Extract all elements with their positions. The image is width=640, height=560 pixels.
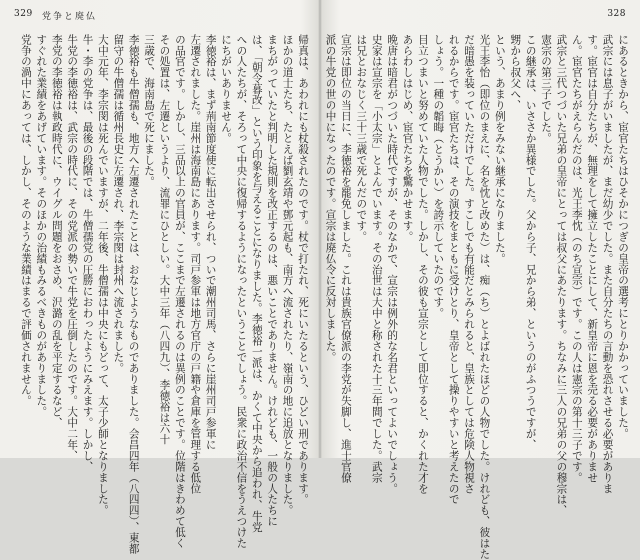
text-line: 大中元年、李宗閔は死んでいますが、二年後、牛僧孺は中央にもどって、太子少師となりました。 [96, 34, 109, 516]
text-line: ほかの道士たち、たとえば劉玄靖や鄧元起も、南方へ流されたり、嶺南の地に追放となりました。 [281, 34, 294, 516]
text-line: の品官です。しかし、三品以上の官員が、ここまで左遷されるのは異例のことです。位階はきわめて低く [173, 34, 186, 549]
text-line: にあるときから、宦官たちはひそかにつぎの皇帝の選考にとりかかっていました。 [617, 34, 629, 440]
text-line: 武宗と三代つづいた兄弟の皇帝にとっては叔父にあたります。ちなみに三人の兄弟の父の穆宗は、 [555, 34, 568, 516]
text-line: す。宦官は自分たちが、無理をして擁立したことにして、新皇帝に恩を売る必要がありませ [586, 34, 599, 483]
text-line: 三歳で、海南島で死にました。 [143, 34, 156, 188]
left-page-number: 329 [14, 9, 33, 19]
text-line: 派の牛党の世の中になったのです。宣宗は廃仏令に反対しました。 [324, 34, 337, 363]
text-line: 晩唐は暗君がつづいた時代ですが、そのなかで、宣宗は例外的な名君といってよいでしょう。 [386, 34, 399, 494]
text-line: れるからです。宦官たちは、その演技をまともに受けとり、皇帝として操りやすいと考えたので [447, 34, 460, 505]
text-line: への人たちが、そろって中央に復帰するようになったということでしょう。民衆に政治不信をうえつけた [235, 34, 248, 549]
text-line: 宣宗は即位の当日に、李徳裕を罷免しました。これは貴族官僚派の李党が失脚し、進士官僚 [339, 34, 352, 483]
text-line: 憲宗の第三子でした。 [540, 34, 553, 144]
text-line: にちがいありません。 [220, 34, 233, 144]
right-page-number: 328 [607, 9, 626, 19]
text-line: 牛党の李徳裕は、武宗の時代に、その党派の勢いで牛党を圧倒したのです。大中二年、 [66, 34, 79, 462]
text-line: 帰真は、あわれにも杖殺されたのです。杖で打たれ、死にいたるという、ひどい刑であります。 [297, 34, 309, 505]
left-page-text [10, 34, 310, 555]
text-line: 牛・李の党争は、最後の段階では、牛僧孺党の圧勝におわったようにみえます。しかし、 [81, 34, 94, 472]
text-line: 李徳裕は、まず荊南節度使に転出させられ、ついで潮州司馬、さらに崖州司戸参軍に [204, 34, 217, 451]
text-line: 留守の牛僧孺は循州長史に左遷され、李宗閔は封州へ流されました。 [112, 34, 125, 374]
right-page-text [324, 34, 630, 560]
text-line: だ暗愚を装っていただけでした。すこしでも有能だとみられると、皇族としては危険人物視さ [463, 34, 476, 494]
text-line: 李党の李徳裕は執政時代に、ウイグル問題をおさめ、沢潞の乱を平定するなど、 [50, 34, 63, 429]
text-line: という、あまり例をみない継承になりました。 [493, 34, 506, 264]
text-line: その処置は、左遷というより、流罪にひとしい。大中三年（八四九）、李徳裕は六十 [158, 34, 171, 445]
text-line: 党争の渦中にあっては、しかし、そのような業績はまるで評価されません。 [19, 34, 32, 407]
text-line: は、「朝令暮改」という印象を与えることになりました。李徳裕一派は、かくて中央から追われ、牛党 [250, 34, 263, 533]
text-line: まちがっていたと判明した規則を改正するのは、悪いことでありません。けれども、一般の人たちに [266, 34, 279, 527]
text-line: しょう。一種の韜晦（とうかい）を誇示していたのです。 [432, 34, 445, 319]
text-line: 左遷されました。崖州は海南島にあります。司戸参軍は地方官庁の戸籍や倉庫を管理する低位 [189, 34, 202, 494]
text-line: この継承は、いささか異様でした。父から子、兄から弟、というのがふつうですが、 [524, 34, 537, 451]
text-line: ん。宦官たちがえらんだのは、光王李忱（のち宣宗）です。この人は憲宗の第十三子です。 [570, 34, 583, 483]
text-line: 武宗には息子がいましたが、まだ幼少でした。また自分たちの言動を恐れさせる必要がありま [601, 34, 614, 494]
text-line: 目立つまいと努めていた人物でした。しかし、その彼も宣宗として即位すると、かくれた才を [416, 34, 429, 494]
text-line: あらわしはじめ、宦官たちを驚かせます。 [401, 34, 414, 243]
text-line: は兄とおなじく三十三歳で死んだのです。 [355, 34, 368, 243]
running-title: 党争と廃仏 [42, 12, 98, 22]
text-line: 史家は宣宗を「小太宗」とよんでいます。その治世は大中と称された十三年間でした。武宗 [370, 34, 383, 483]
text-line: 光王李怡（即位のまえに、名を忱と改めた）は、痴（ち）とよばれたほどの人物でした。けれども、彼はた [478, 34, 491, 560]
text-line: 甥から叔父へ、 [509, 34, 522, 111]
text-line: すぐれた業績をあげています。そのほかの治績もみるべきものがありました。 [35, 34, 48, 418]
text-line: 李徳裕も牛僧孺も、地方へ左遷されたことは、おなじようなものでありました。会昌四年（八四四）、東都 [127, 34, 140, 555]
